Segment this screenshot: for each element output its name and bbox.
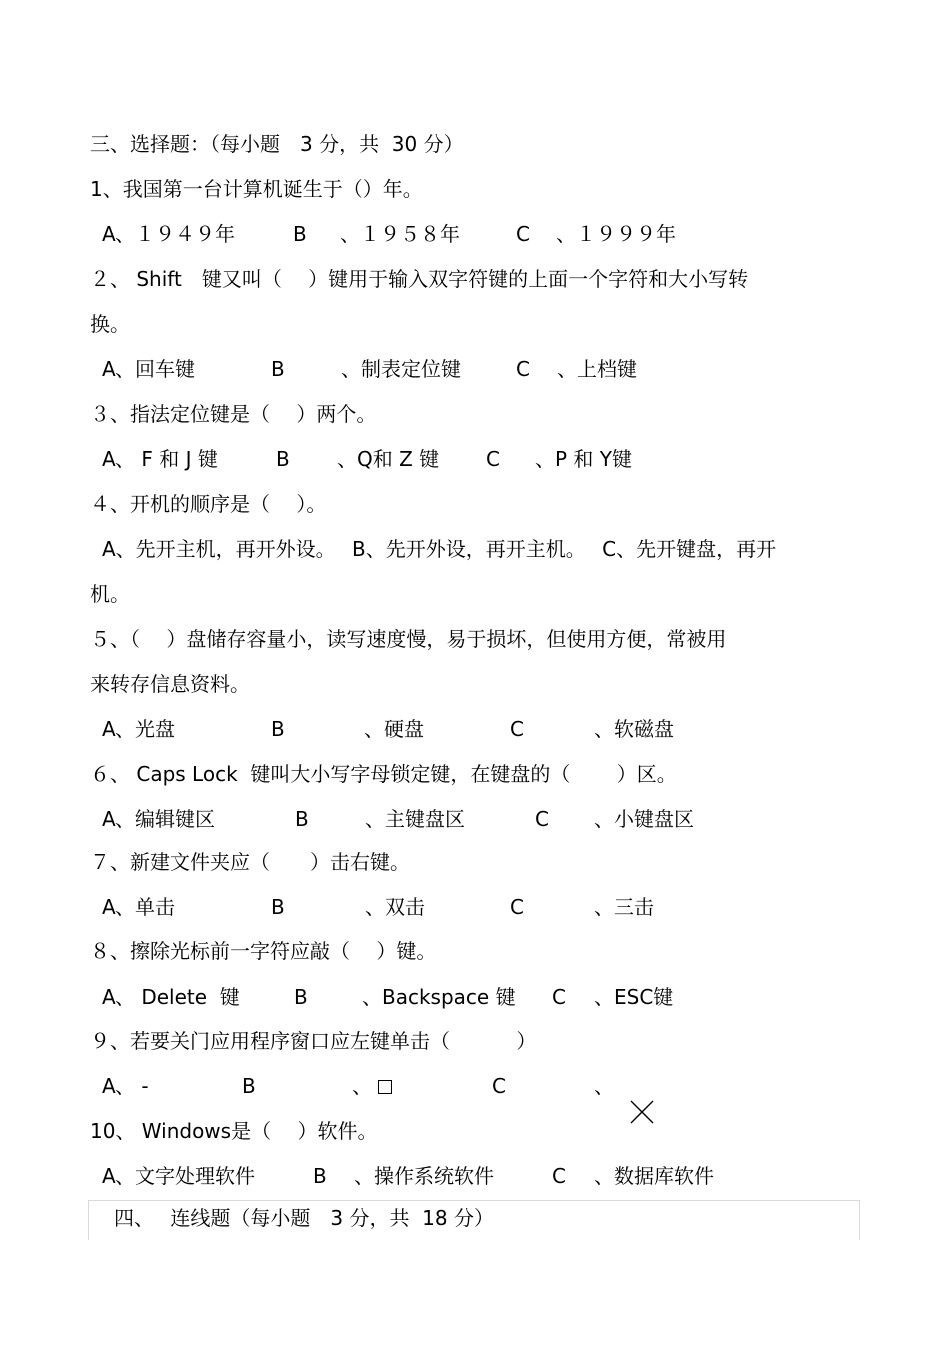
- question-4-stem: ４、开机的顺序是（ ）。: [90, 492, 327, 516]
- q8-option-a-text: 、 Delete 键: [115, 985, 240, 1009]
- q1-option-c-letter: C: [516, 222, 530, 246]
- q9-option-c-text: 、: [594, 1074, 614, 1098]
- q7-option-a-letter: A: [102, 895, 116, 919]
- q2-option-b-letter: B: [271, 357, 285, 381]
- q5-option-b-text: 、硬盘: [364, 717, 424, 741]
- question-6-stem: ６、 Caps Lock 键叫大小写字母锁定键，在键盘的（ ）区。: [90, 762, 677, 786]
- q8-option-b-text: 、Backspace 键: [362, 985, 516, 1009]
- q10-option-b-text: 、操作系统软件: [354, 1164, 494, 1188]
- q3-option-c-text: 、P 和 Y键: [535, 447, 632, 471]
- q2-option-c-letter: C: [516, 357, 530, 381]
- q2-option-c-text: 、上档键: [557, 357, 637, 381]
- q6-option-b-letter: B: [295, 807, 309, 831]
- question-10-stem: 10、 Windows是（ ）软件。: [90, 1119, 378, 1143]
- q10-option-b-letter: B: [313, 1164, 327, 1188]
- question-5-stem: ５、（ ）盘储存容量小，读写速度慢，易于损坏，但使用方便，常被用: [90, 627, 727, 651]
- question-7-stem: ７、新建文件夹应（ ）击右键。: [90, 850, 410, 874]
- q4-options-line: A、先开主机，再开外设。 B、先开外设，再开主机。 C、先开键盘，再开: [102, 537, 777, 561]
- question-2-stem-cont: 换。: [90, 312, 130, 336]
- q1-option-a-letter: A: [102, 222, 116, 246]
- q7-option-b-letter: B: [271, 895, 285, 919]
- q3-option-a-text: 、 F 和 J 键: [115, 447, 218, 471]
- q8-option-b-letter: B: [294, 985, 308, 1009]
- q9-option-b-letter: B: [242, 1074, 256, 1098]
- q5-option-b-letter: B: [271, 717, 285, 741]
- q7-option-c-text: 、三击: [594, 895, 654, 919]
- q9-option-a-letter: A: [102, 1074, 116, 1098]
- q8-option-c-letter: C: [552, 985, 566, 1009]
- q7-option-a-text: 、单击: [115, 895, 175, 919]
- q5-option-c-text: 、软磁盘: [594, 717, 674, 741]
- question-9-stem: ９、若要关门应用程序窗口应左键单击（ ）: [90, 1029, 537, 1053]
- q2-option-a-letter: A: [102, 357, 116, 381]
- q6-option-a-letter: A: [102, 807, 116, 831]
- q5-option-a-text: 、光盘: [115, 717, 175, 741]
- question-1-stem: 1、我国第一台计算机诞生于（）年。: [90, 177, 423, 201]
- q3-option-c-letter: C: [486, 447, 500, 471]
- q3-option-b-letter: B: [276, 447, 290, 471]
- section-3-header: 三、选择题：（每小题 3 分，共 30 分）: [90, 132, 464, 156]
- q6-option-a-text: 、编辑键区: [115, 807, 215, 831]
- q9-option-a-text: 、 -: [115, 1074, 149, 1098]
- question-8-stem: ８、擦除光标前一字符应敲（ ）键。: [90, 939, 437, 963]
- q3-option-b-text: 、Q和 Z 键: [337, 447, 440, 471]
- q8-option-c-text: 、ESC键: [594, 985, 674, 1009]
- q1-option-b-text: 、１９５８年: [340, 222, 460, 246]
- q10-option-a-text: 、文字处理软件: [115, 1164, 255, 1188]
- question-3-stem: ３、指法定位键是（ ）两个。: [90, 402, 377, 426]
- q3-option-a-letter: A: [102, 447, 116, 471]
- q7-option-c-letter: C: [510, 895, 524, 919]
- section-4-header: 四、 连线题（每小题 3 分，共 18 分）: [114, 1206, 494, 1230]
- q6-option-c-text: 、小键盘区: [594, 807, 694, 831]
- q1-option-c-text: 、１９９９年: [556, 222, 676, 246]
- q8-option-a-letter: A: [102, 985, 116, 1009]
- q10-option-c-letter: C: [552, 1164, 566, 1188]
- q1-option-a-text: 、１９４９年: [115, 222, 235, 246]
- q9-option-b-text: 、: [352, 1074, 372, 1098]
- q7-option-b-text: 、双击: [365, 895, 425, 919]
- q1-option-b-letter: B: [293, 222, 307, 246]
- q10-option-c-text: 、数据库软件: [594, 1164, 714, 1188]
- question-2-stem: ２、 Shift 键又叫（ ）键用于输入双字符键的上面一个字符和大小写转: [90, 267, 749, 291]
- q10-option-a-letter: A: [102, 1164, 116, 1188]
- q4-options-line-cont: 机。: [90, 582, 130, 606]
- q9-option-c-letter: C: [492, 1074, 506, 1098]
- q2-option-a-text: 、回车键: [115, 357, 195, 381]
- q5-option-c-letter: C: [510, 717, 524, 741]
- q5-option-a-letter: A: [102, 717, 116, 741]
- square-icon: [378, 1072, 392, 1100]
- q6-option-c-letter: C: [535, 807, 549, 831]
- x-icon: [617, 1072, 654, 1128]
- q2-option-b-text: 、制表定位键: [341, 357, 461, 381]
- q6-option-b-text: 、主键盘区: [365, 807, 465, 831]
- question-5-stem-cont: 来转存信息资料。: [90, 672, 250, 696]
